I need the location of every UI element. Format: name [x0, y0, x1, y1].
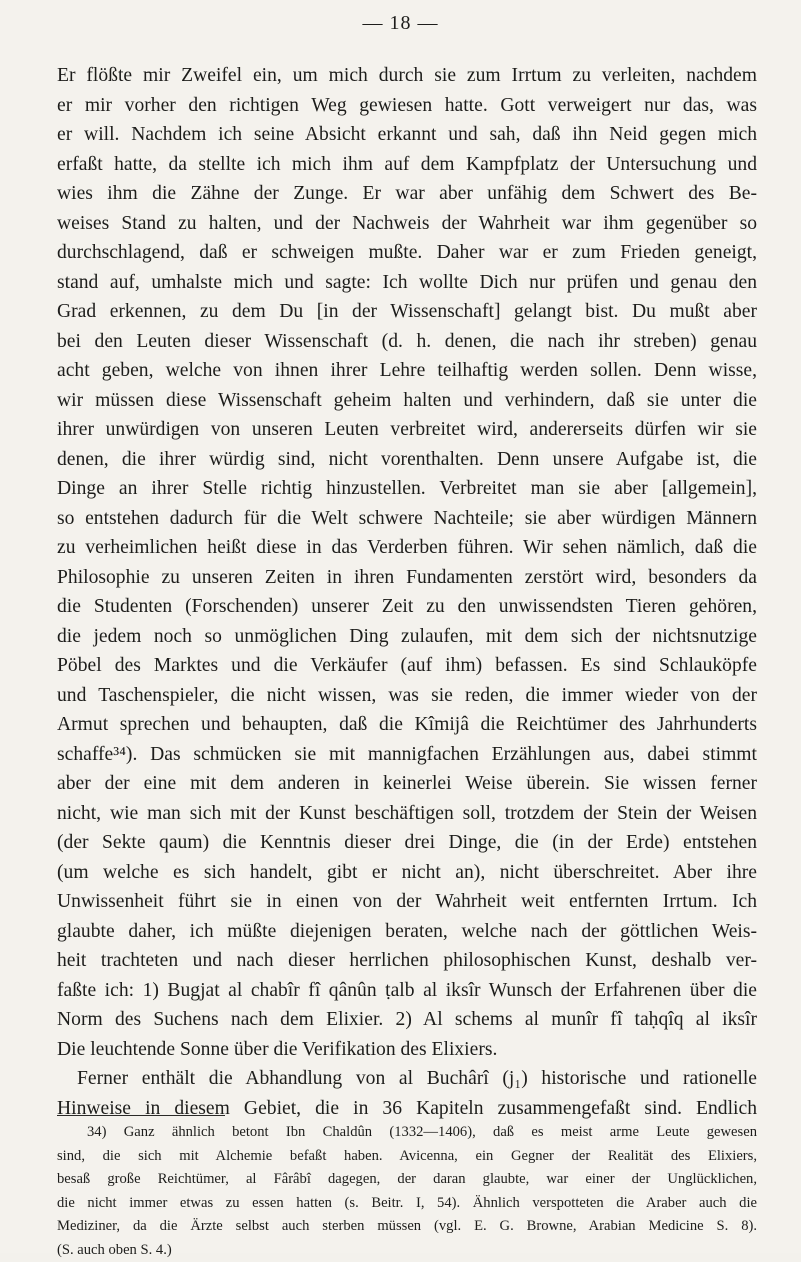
text-line: acht geben, welche von ihnen ihrer Lehre teilhaftig werden sollen. Denn wisse,: [57, 356, 757, 386]
text-line: erfaßt hatte, da stellte ich mich ihm auf dem Kampfplatz der Untersuchung und: [57, 150, 757, 180]
footnote-line: 34) Ganz ähnlich betont Ibn Chaldûn (1332—1406), daß es meist arme Leute gewesen: [57, 1121, 757, 1145]
footnote-line: (S. auch oben S. 4.): [57, 1239, 757, 1262]
text-line: (der Sekte qaum) die Kenntnis dieser drei Dinge, die (in der Erde) entstehen: [57, 828, 757, 858]
text-line: Philosophie zu unseren Zeiten in ihren Fundamenten zerstört wird, besonders da: [57, 563, 757, 593]
text-line: weises Stand zu halten, und der Nachweis der Wahrheit war ihm gegenüber so: [57, 209, 757, 239]
text-line: Hinweise in diesem Gebiet, die in 36 Kapiteln zusammengefaßt sind. Endlich: [57, 1094, 757, 1124]
text-line: bei den Leuten dieser Wissenschaft (d. h. denen, die nach ihr streben) genau: [57, 327, 757, 357]
text-line: durchschlagend, daß er schweigen mußte. Daher war er zum Frieden geneigt,: [57, 238, 757, 268]
text-line: Die leuchtende Sonne über die Verifikation des Elixiers.: [57, 1035, 757, 1065]
text-line: (um welche es sich handelt, gibt er nicht an), nicht überschreitet. Aber ihre: [57, 858, 757, 888]
text-line: er will. Nachdem ich seine Absicht erkannt und sah, daß ihn Neid gegen mich: [57, 120, 757, 150]
footnote-line: Mediziner, da die Ärzte selbst auch sterben müssen (vgl. E. G. Browne, Arabian Medicine S. 8).: [57, 1215, 757, 1239]
text-line: faßte ich: 1) Bugjat al chabîr fî qânûn ṭalb al iksîr Wunsch der Erfahrenen über die: [57, 976, 757, 1006]
text-line: wies ihm die Zähne der Zunge. Er war aber unfähig dem Schwert des Be-: [57, 179, 757, 209]
text-line: Er flößte mir Zweifel ein, um mich durch sie zum Irrtum zu verleiten, nachdem: [57, 61, 757, 91]
footnote-line: besaß große Reichtümer, al Fârâbî dagegen, der daran glaubte, war einer der Unglücklichen,: [57, 1168, 757, 1192]
text-line: Grad erkennen, zu dem Du [in der Wissenschaft] gelangt bist. Du mußt aber: [57, 297, 757, 327]
footnote: [57, 1121, 757, 1262]
text-line: glaubte daher, ich müßte diejenigen beraten, welche nach der göttlichen Weis-: [57, 917, 757, 947]
text-line: Ferner enthält die Abhandlung von al Buchârî (j₁) historische und rationelle: [57, 1064, 757, 1094]
main-text: [57, 61, 757, 1123]
text-line: Unwissenheit führt sie in einen von der Wahrheit weit entfernten Irrtum. Ich: [57, 887, 757, 917]
text-line: nicht, wie man sich mit der Kunst beschäftigen soll, trotzdem der Stein der Weisen: [57, 799, 757, 829]
text-line: die jedem noch so unmöglichen Ding zulaufen, mit dem sich der nichtsnutzige: [57, 622, 757, 652]
text-line: wir müssen diese Wissenschaft geheim halten und verhindern, daß sie unter die: [57, 386, 757, 416]
text-line: Norm des Suchens nach dem Elixier. 2) Al schems al munîr fî taḥqîq al iksîr: [57, 1005, 757, 1035]
text-line: Pöbel des Marktes und die Verkäufer (auf ihm) befassen. Es sind Schlauköpfe: [57, 651, 757, 681]
footnote-line: sind, die sich mit Alchemie befaßt haben. Avicenna, ein Gegner der Realität des Elixiers,: [57, 1145, 757, 1169]
text-line: die Studenten (Forschenden) unserer Zeit zu den unwissendsten Tieren gehören,: [57, 592, 757, 622]
text-line: und Taschenspieler, die nicht wissen, was sie reden, die immer wieder von der: [57, 681, 757, 711]
text-line: er mir vorher den richtigen Weg gewiesen hatte. Gott verweigert nur das, was: [57, 91, 757, 121]
footnote-divider: [57, 1115, 225, 1116]
footnote-line: die nicht immer etwas zu essen hatten (s. Beitr. I, 54). Ähnlich verspotteten die Araber auch die: [57, 1192, 757, 1216]
page-number: — 18 —: [0, 12, 801, 35]
text-line: aber der eine mit dem anderen in keinerlei Weise überein. Sie wissen ferner: [57, 769, 757, 799]
text-line: Dinge an ihrer Stelle richtig hinzustellen. Verbreitet man sie aber [allgemein],: [57, 474, 757, 504]
text-line: so entstehen dadurch für die Welt schwere Nachteile; sie aber würdigen Männern: [57, 504, 757, 534]
text-line: zu verheimlichen heißt diese in das Verderben führen. Wir sehen nämlich, daß die: [57, 533, 757, 563]
text-line: heit trachteten und nach dieser herrlichen philosophischen Kunst, deshalb ver-: [57, 946, 757, 976]
text-line: ihrer unwürdigen von unseren Leuten verbreitet wird, andererseits dürfen wir sie: [57, 415, 757, 445]
text-line: schaffe³⁴). Das schmücken sie mit mannigfachen Erzählungen aus, dabei stimmt: [57, 740, 757, 770]
text-line: Armut sprechen und behaupten, daß die Kîmijâ die Reichtümer des Jahrhunderts: [57, 710, 757, 740]
text-line: denen, die ihrer würdig sind, nicht vorenthalten. Denn unsere Aufgabe ist, die: [57, 445, 757, 475]
text-line: stand auf, umhalste mich und sagte: Ich wollte Dich nur prüfen und genau den: [57, 268, 757, 298]
